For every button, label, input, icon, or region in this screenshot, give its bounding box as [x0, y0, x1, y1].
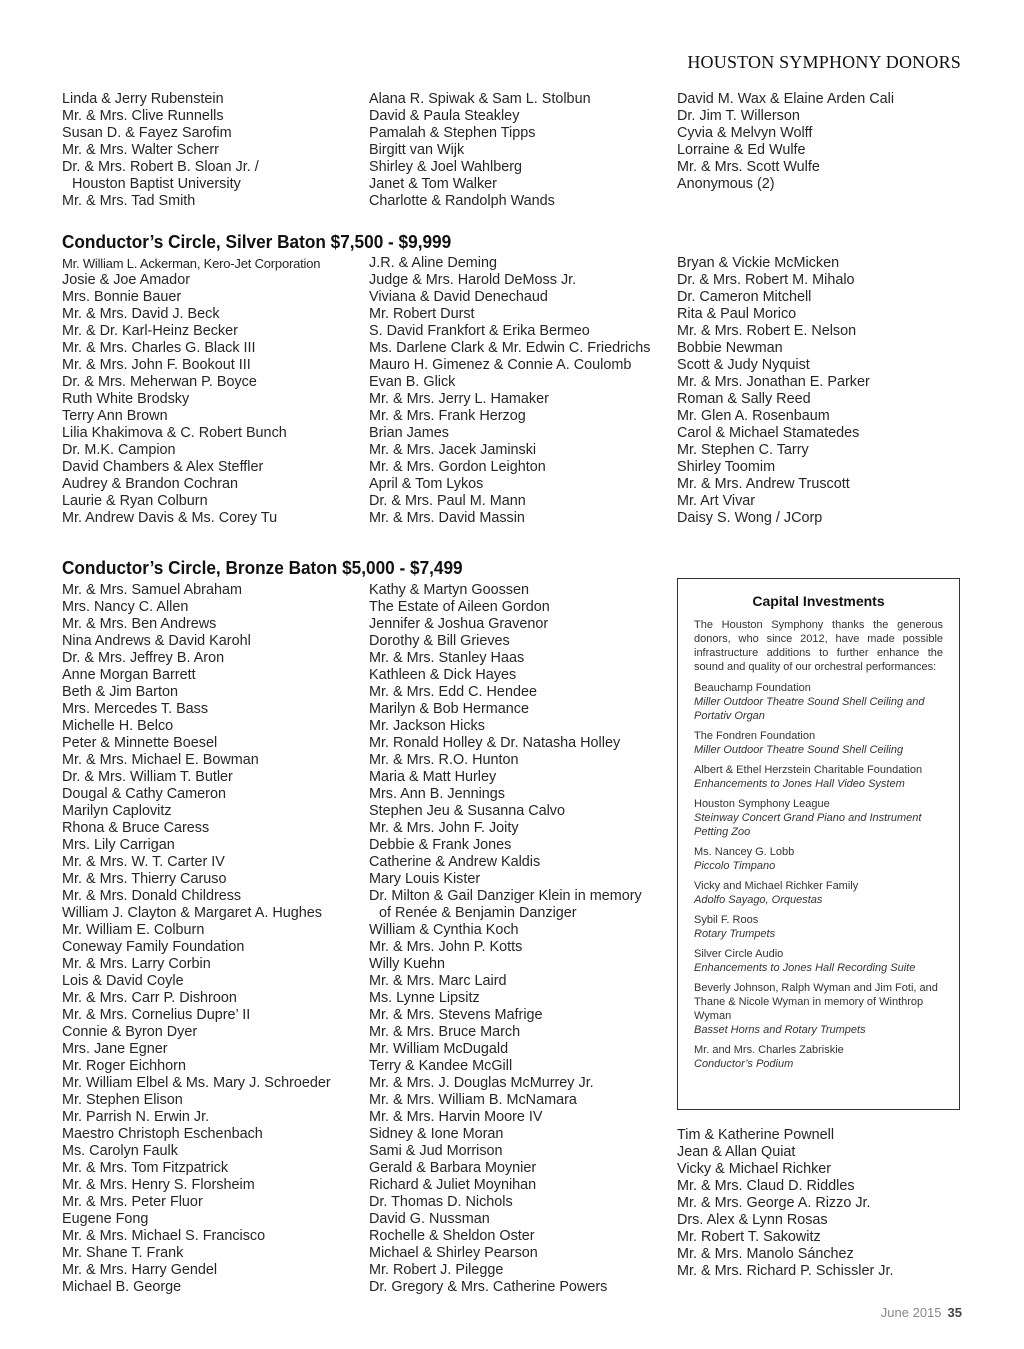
donor-name: Ms. Darlene Clark & Mr. Edwin C. Friedrichs: [369, 340, 651, 356]
donor-name: Susan D. & Fayez Sarofim: [62, 125, 232, 141]
donor-name: Mr. Glen A. Rosenbaum: [677, 408, 830, 424]
capital-gift: Conductor’s Podium: [694, 1058, 794, 1070]
capital-entry: [694, 797, 943, 839]
capital-investments-list: [694, 681, 943, 1071]
donor-name: Terry & Kandee McGill: [369, 1058, 513, 1074]
donor-name: Rochelle & Sheldon Oster: [369, 1228, 535, 1244]
top-column-2: [369, 91, 669, 210]
donor-name: Coneway Family Foundation: [62, 939, 245, 955]
donor-name: Bryan & Vickie McMicken: [677, 255, 840, 271]
donor-name: Dr. & Mrs. Robert M. Mihalo: [677, 272, 855, 288]
silver-column-2: [369, 255, 669, 527]
donor-name: Michelle H. Belco: [62, 718, 174, 734]
donor-name: Mr. & Mrs. Samuel Abraham: [62, 582, 242, 598]
donor-name: Mr. & Mrs. Walter Scherr: [62, 142, 219, 158]
donor-name: Mr. & Mrs. Michael S. Francisco: [62, 1228, 266, 1244]
capital-entry: [694, 763, 943, 791]
donor-name: Anne Morgan Barrett: [62, 667, 196, 683]
donor-name: Shirley Toomim: [677, 459, 776, 475]
donor-name: Mr. Robert T. Sakowitz: [677, 1229, 821, 1245]
donor-name: Laurie & Ryan Colburn: [62, 493, 208, 509]
donor-name: Mauro H. Gimenez & Connie A. Coulomb: [369, 357, 632, 373]
donor-name: Scott & Judy Nyquist: [677, 357, 810, 373]
donor-name: William & Cynthia Koch: [369, 922, 519, 938]
donor-name: Mr. & Mrs. David Massin: [369, 510, 525, 526]
silver-column-3: [677, 255, 977, 527]
donor-name: Kathleen & Dick Hayes: [369, 667, 517, 683]
donor-name: David & Paula Steakley: [369, 108, 520, 124]
donor-name: Dorothy & Bill Grieves: [369, 633, 510, 649]
capital-donor: Silver Circle Audio: [694, 948, 784, 960]
donor-name: Mr. & Mrs. Larry Corbin: [62, 956, 211, 972]
donor-name: Mrs. Lily Carrigan: [62, 837, 175, 853]
donor-name: Mr. & Mrs. Bruce March: [369, 1024, 521, 1040]
donor-name: Debbie & Frank Jones: [369, 837, 512, 853]
capital-entry: [694, 913, 943, 941]
donor-name: Michael B. George: [62, 1279, 182, 1295]
donor-name: Willy Kuehn: [369, 956, 445, 972]
donor-name: Mr. & Mrs. John P. Kotts: [369, 939, 523, 955]
capital-investments-intro: The Houston Symphony thanks the generous donors, who since 2012, have made possible infrastructure additions to further enhance the sound and quality of our orchestral performances:: [694, 619, 943, 673]
donor-name: Daisy S. Wong / JCorp: [677, 510, 823, 526]
donor-name: Mr. & Mrs. Edd C. Hendee: [369, 684, 537, 700]
capital-donor: The Fondren Foundation: [694, 730, 816, 742]
capital-investments-box: [677, 578, 960, 1110]
donor-name: Roman & Sally Reed: [677, 391, 811, 407]
donor-name: Mrs. Bonnie Bauer: [62, 289, 182, 305]
donor-name: Anonymous (2): [677, 176, 775, 192]
donor-name: Mr. & Mrs. Harvin Moore IV: [369, 1109, 543, 1125]
capital-gift: Basset Horns and Rotary Trumpets: [694, 1024, 866, 1036]
donor-name: Mr. & Mrs. Manolo Sánchez: [677, 1246, 854, 1262]
capital-entry: [694, 1043, 943, 1071]
donor-name: Mr. Robert Durst: [369, 306, 475, 322]
donor-name: Janet & Tom Walker: [369, 176, 497, 192]
capital-gift: Piccolo Timpano: [694, 860, 776, 872]
donor-name: Lorraine & Ed Wulfe: [677, 142, 806, 158]
donor-name: Mr. & Mrs. Jonathan E. Parker: [677, 374, 870, 390]
donor-name: Mr. & Mrs. W. T. Carter IV: [62, 854, 225, 870]
donor-name: Ms. Lynne Lipsitz: [369, 990, 480, 1006]
donor-name: Michael & Shirley Pearson: [369, 1245, 538, 1261]
donor-name: April & Tom Lykos: [369, 476, 484, 492]
donor-name: of Renée & Benjamin Danziger: [379, 905, 577, 921]
donor-name: Dr. Thomas D. Nichols: [369, 1194, 513, 1210]
donor-name: Mr. & Mrs. Frank Herzog: [369, 408, 526, 424]
donor-name: Mary Louis Kister: [369, 871, 481, 887]
donor-name: Judge & Mrs. Harold DeMoss Jr.: [369, 272, 577, 288]
top-column-1: [62, 91, 362, 210]
donor-name: Mr. & Mrs. David J. Beck: [62, 306, 220, 322]
donor-name: Marilyn & Bob Hermance: [369, 701, 529, 717]
capital-donor: Beverly Johnson, Ralph Wyman and Jim Foti, and Thane & Nicole Wyman in memory of Winthrop Wyman: [694, 982, 938, 1022]
donor-name: William J. Clayton & Margaret A. Hughes: [62, 905, 322, 921]
donor-name: Dr. & Mrs. Meherwan P. Boyce: [62, 374, 257, 390]
donor-name: Beth & Jim Barton: [62, 684, 178, 700]
donor-name: Pamalah & Stephen Tipps: [369, 125, 536, 141]
donor-name: Linda & Jerry Rubenstein: [62, 91, 224, 107]
donor-name: Dr. Gregory & Mrs. Catherine Powers: [369, 1279, 608, 1295]
capital-entry: [694, 981, 943, 1037]
donor-name: S. David Frankfort & Erika Bermeo: [369, 323, 590, 339]
donor-name: Mr. & Mrs. Andrew Truscott: [677, 476, 850, 492]
donor-name: David G. Nussman: [369, 1211, 490, 1227]
donor-name: Mr. & Mrs. Donald Childress: [62, 888, 242, 904]
bronze-column-1: [62, 582, 362, 1296]
donor-name: Birgitt van Wijk: [369, 142, 465, 158]
donor-name: Mr. William McDugald: [369, 1041, 509, 1057]
donor-name: The Estate of Aileen Gordon: [369, 599, 550, 615]
donor-name: Alana R. Spiwak & Sam L. Stolbun: [369, 91, 591, 107]
donor-name: Maestro Christoph Eschenbach: [62, 1126, 263, 1142]
top-column-3: [677, 91, 977, 193]
donor-name: Mr. Art Vivar: [677, 493, 756, 509]
donor-name: Mr. Shane T. Frank: [62, 1245, 184, 1261]
donor-name: Catherine & Andrew Kaldis: [369, 854, 541, 870]
donor-name: Mr. & Mrs. Robert E. Nelson: [677, 323, 857, 339]
capital-donor: Beauchamp Foundation: [694, 682, 811, 694]
donor-name: Nina Andrews & David Karohl: [62, 633, 251, 649]
donor-name: Mr. & Mrs. George A. Rizzo Jr.: [677, 1195, 871, 1211]
donor-name: Mr. & Mrs. Marc Laird: [369, 973, 507, 989]
donor-name: Mr. & Mrs. J. Douglas McMurrey Jr.: [369, 1075, 594, 1091]
donor-name: Gerald & Barbara Moynier: [369, 1160, 537, 1176]
donor-name: Mr. & Mrs. Cornelius Dupre’ II: [62, 1007, 251, 1023]
capital-gift: Miller Outdoor Theatre Sound Shell Ceiling: [694, 744, 904, 756]
silver-column-1: [62, 255, 362, 527]
donor-name: Eugene Fong: [62, 1211, 149, 1227]
donor-name: Mr. & Mrs. Charles G. Black III: [62, 340, 256, 356]
capital-donor: Vicky and Michael Richker Family: [694, 880, 859, 892]
capital-donor: Sybil F. Roos: [694, 914, 759, 926]
donor-name: Houston Baptist University: [72, 176, 241, 192]
donor-name: Mr. & Mrs. R.O. Hunton: [369, 752, 519, 768]
donor-name: Shirley & Joel Wahlberg: [369, 159, 523, 175]
donor-name: Tim & Katherine Pownell: [677, 1127, 835, 1143]
donor-name: David M. Wax & Elaine Arden Cali: [677, 91, 895, 107]
donor-name: Mr. William L. Ackerman, Kero-Jet Corporation: [62, 256, 321, 271]
capital-entry: [694, 845, 943, 873]
capital-entry: [694, 947, 943, 975]
donor-name: Charlotte & Randolph Wands: [369, 193, 555, 209]
capital-gift: Steinway Concert Grand Piano and Instrument Petting Zoo: [694, 812, 922, 838]
donor-name: Mr. & Mrs. Jacek Jaminski: [369, 442, 537, 458]
donor-name: Carol & Michael Stamatedes: [677, 425, 860, 441]
donor-name: Jean & Allan Quiat: [677, 1144, 796, 1160]
donor-name: Bobbie Newman: [677, 340, 783, 356]
donor-name: Peter & Minnette Boesel: [62, 735, 218, 751]
bronze-column-2: [369, 582, 669, 1296]
donor-name: Mr. & Dr. Karl-Heinz Becker: [62, 323, 238, 339]
capital-donor: Albert & Ethel Herzstein Charitable Foundation: [694, 764, 923, 776]
page-number: 35: [947, 1305, 962, 1320]
donor-name: Sami & Jud Morrison: [369, 1143, 503, 1159]
capital-gift: Miller Outdoor Theatre Sound Shell Ceiling and Portativ Organ: [694, 696, 925, 722]
donor-name: Mr. & Mrs. John F. Joity: [369, 820, 519, 836]
donor-name: Richard & Juliet Moynihan: [369, 1177, 537, 1193]
donor-name: Mr. & Mrs. Claud D. Riddles: [677, 1178, 855, 1194]
donor-name: Mr. & Mrs. William B. McNamara: [369, 1092, 577, 1108]
donor-name: Mr. & Mrs. Michael E. Bowman: [62, 752, 259, 768]
donor-name: J.R. & Aline Deming: [369, 255, 497, 271]
bronze-baton-heading: Conductor’s Circle, Bronze Baton $5,000 - $7,499: [62, 557, 463, 578]
donor-name: Mrs. Nancy C. Allen: [62, 599, 189, 615]
donor-name: Dr. & Mrs. William T. Butler: [62, 769, 233, 785]
donor-name: Dr. Jim T. Willerson: [677, 108, 800, 124]
capital-entry: [694, 879, 943, 907]
donor-name: Dr. & Mrs. Jeffrey B. Aron: [62, 650, 225, 666]
donor-name: Vicky & Michael Richker: [677, 1161, 832, 1177]
donor-name: Dougal & Cathy Cameron: [62, 786, 226, 802]
donor-name: Sidney & Ione Moran: [369, 1126, 504, 1142]
donor-name: Dr. Cameron Mitchell: [677, 289, 812, 305]
donor-name: Mrs. Ann B. Jennings: [369, 786, 505, 802]
donor-name: Mr. & Mrs. Gordon Leighton: [369, 459, 546, 475]
donor-name: Stephen Jeu & Susanna Calvo: [369, 803, 566, 819]
donor-name: Jennifer & Joshua Gravenor: [369, 616, 549, 632]
donor-name: Terry Ann Brown: [62, 408, 168, 424]
donor-name: Lilia Khakimova & C. Robert Bunch: [62, 425, 287, 441]
donor-name: Kathy & Martyn Goossen: [369, 582, 529, 598]
page-header-title: HOUSTON SYMPHONY DONORS: [687, 52, 961, 72]
donor-name: Rhona & Bruce Caress: [62, 820, 210, 836]
donor-name: Mr. & Mrs. Scott Wulfe: [677, 159, 820, 175]
donor-name: Mr. Ronald Holley & Dr. Natasha Holley: [369, 735, 621, 751]
donor-name: Mr. Stephen Elison: [62, 1092, 183, 1108]
donor-name: Marilyn Caplovitz: [62, 803, 172, 819]
capital-gift: Adolfo Sayago, Orquestas: [694, 894, 823, 906]
donor-name: Mr. & Mrs. Stanley Haas: [369, 650, 525, 666]
donor-name: Mr. Robert J. Pilegge: [369, 1262, 504, 1278]
donor-name: Mr. & Mrs. Ben Andrews: [62, 616, 217, 632]
donor-name: Mr. Stephen C. Tarry: [677, 442, 809, 458]
donor-name: Mr. & Mrs. John F. Bookout III: [62, 357, 251, 373]
donor-name: Evan B. Glick: [369, 374, 456, 390]
capital-gift: Rotary Trumpets: [694, 928, 776, 940]
donor-name: Ruth White Brodsky: [62, 391, 190, 407]
capital-donor: Ms. Nancey G. Lobb: [694, 846, 795, 858]
donor-name: Dr. & Mrs. Paul M. Mann: [369, 493, 526, 509]
capital-entry: [694, 681, 943, 723]
capital-entry: [694, 729, 943, 757]
donor-name: Mr. & Mrs. Thierry Caruso: [62, 871, 227, 887]
donor-name: Mr. & Mrs. Tad Smith: [62, 193, 196, 209]
donor-name: Dr. Milton & Gail Danziger Klein in memory: [369, 888, 642, 904]
donor-name: Dr. & Mrs. Robert B. Sloan Jr. /: [62, 159, 259, 175]
silver-baton-heading: Conductor’s Circle, Silver Baton $7,500 - $9,999: [62, 231, 452, 252]
donor-name: Connie & Byron Dyer: [62, 1024, 198, 1040]
donor-name: Maria & Matt Hurley: [369, 769, 497, 785]
donor-name: Viviana & David Denechaud: [369, 289, 548, 305]
donor-name: Mrs. Mercedes T. Bass: [62, 701, 209, 717]
donor-name: Drs. Alex & Lynn Rosas: [677, 1212, 828, 1228]
donor-name: Lois & David Coyle: [62, 973, 184, 989]
donor-name: Josie & Joe Amador: [62, 272, 190, 288]
donor-name: Mr. & Mrs. Clive Runnells: [62, 108, 224, 124]
capital-gift: Enhancements to Jones Hall Recording Suite: [694, 962, 916, 974]
donor-name: Mr. & Mrs. Jerry L. Hamaker: [369, 391, 549, 407]
donor-name: Mr. William Elbel & Ms. Mary J. Schroeder: [62, 1075, 331, 1091]
donor-name: Mr. & Mrs. Henry S. Florsheim: [62, 1177, 255, 1193]
page-footer: [881, 1305, 962, 1320]
donor-name: Mrs. Jane Egner: [62, 1041, 168, 1057]
donor-name: David Chambers & Alex Steffler: [62, 459, 264, 475]
capital-donor: Houston Symphony League: [694, 798, 830, 810]
donor-name: Ms. Carolyn Faulk: [62, 1143, 178, 1159]
issue-date: June 2015: [880, 1305, 942, 1320]
donor-name: Brian James: [369, 425, 449, 441]
capital-gift: Enhancements to Jones Hall Video System: [694, 778, 905, 790]
donor-name: Dr. M.K. Campion: [62, 442, 176, 458]
capital-donor: Mr. and Mrs. Charles Zabriskie: [694, 1044, 844, 1056]
donor-name: Mr. & Mrs. Carr P. Dishroon: [62, 990, 237, 1006]
donor-name: Cyvia & Melvyn Wolff: [677, 125, 813, 141]
donor-name: Mr. & Mrs. Peter Fluor: [62, 1194, 203, 1210]
donor-name: Rita & Paul Morico: [677, 306, 797, 322]
donor-name: Mr. William E. Colburn: [62, 922, 205, 938]
donor-name: Audrey & Brandon Cochran: [62, 476, 238, 492]
donor-name: Mr. & Mrs. Richard P. Schissler Jr.: [677, 1263, 894, 1279]
donor-name: Mr. Parrish N. Erwin Jr.: [62, 1109, 210, 1125]
donor-name: Mr. Jackson Hicks: [369, 718, 485, 734]
donor-name: Mr. & Mrs. Tom Fitzpatrick: [62, 1160, 229, 1176]
donor-name: Mr. & Mrs. Stevens Mafrige: [369, 1007, 543, 1023]
capital-investments-title: Capital Investments: [752, 593, 885, 609]
donor-name: Mr. Roger Eichhorn: [62, 1058, 186, 1074]
donor-name: Mr. Andrew Davis & Ms. Corey Tu: [62, 510, 278, 526]
donor-name: Mr. & Mrs. Harry Gendel: [62, 1262, 218, 1278]
bronze-column-3: [677, 1127, 977, 1280]
